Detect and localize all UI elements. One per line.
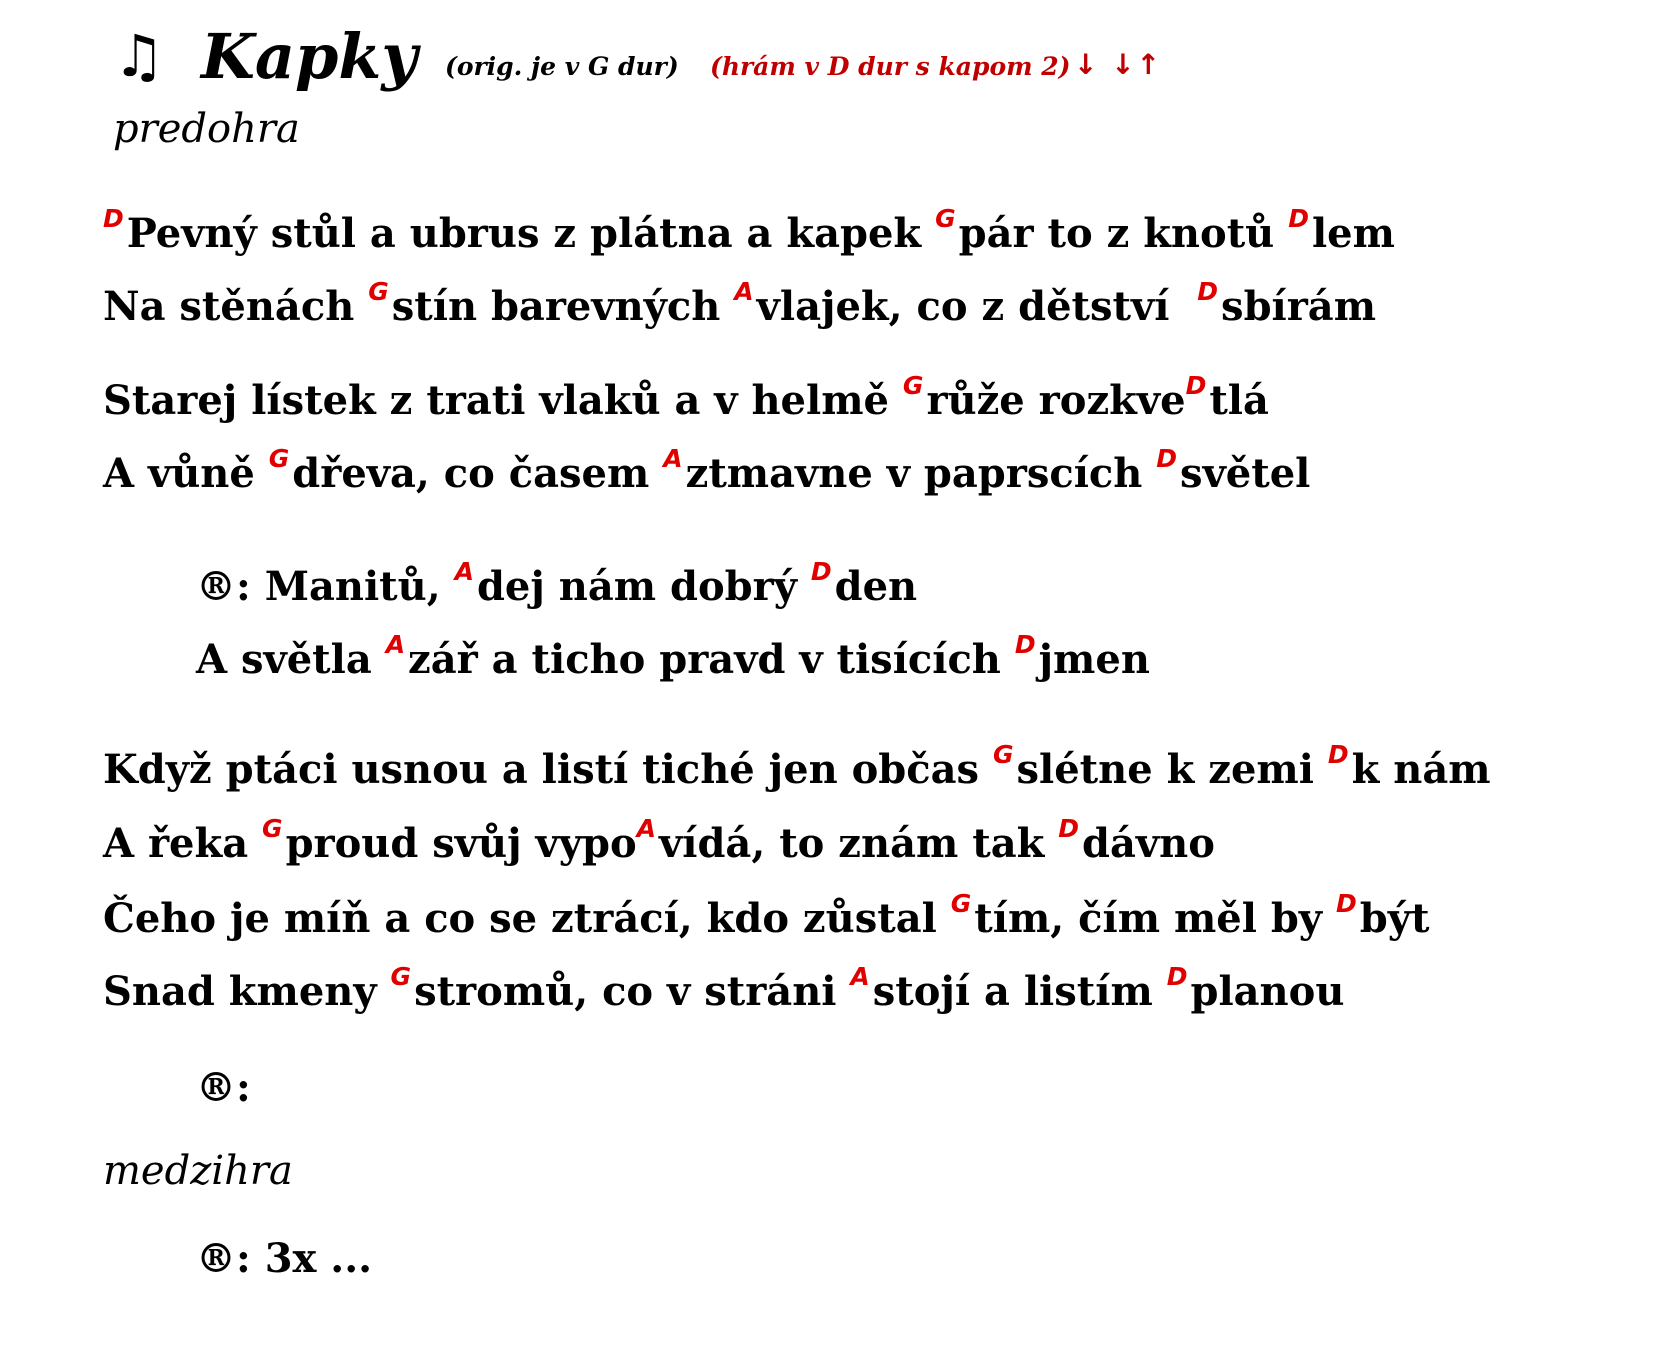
- chord-label: D: [1058, 814, 1080, 843]
- lyric-text: Snad kmeny: [103, 968, 391, 1015]
- transpose-down-button[interactable]: ↓: [1074, 48, 1100, 81]
- lyric-text: A vůně: [103, 450, 269, 497]
- chord-label: D: [1197, 277, 1219, 306]
- lyric-text: vlajek, co z dětství: [756, 283, 1198, 330]
- lyric-text: Na stěnách: [103, 283, 369, 330]
- lyric-text: k nám: [1351, 746, 1491, 793]
- lyric-text: tlá: [1209, 377, 1269, 424]
- lyric-text: Pevný stůl a ubrus z plátna a kapek: [126, 210, 936, 257]
- chord-label: G: [262, 814, 283, 843]
- section-label-medzihra: medzihra: [103, 1148, 293, 1194]
- chorus-final: ®: 3x ...: [196, 1235, 373, 1282]
- lyric-text: Starej lístek z trati vlaků a v helmě: [103, 377, 903, 424]
- song-header: [113, 20, 1613, 94]
- chord-label: G: [268, 444, 290, 473]
- lyric-text: stojí a listím: [872, 968, 1167, 1015]
- lyric-text: dřeva, co časem: [292, 450, 664, 497]
- chorus-reference: ®:: [196, 1064, 251, 1111]
- lyric-line: [103, 740, 1491, 799]
- lyric-line: [103, 277, 1377, 336]
- chord-label: D: [1156, 444, 1178, 473]
- chord-label: A: [734, 277, 754, 306]
- chord-label: G: [992, 740, 1014, 769]
- lyric-text: dávno: [1082, 820, 1215, 867]
- lyric-text: zář a ticho pravd v tisících: [408, 636, 1015, 683]
- chord-label: D: [810, 557, 832, 586]
- chord-label: G: [902, 371, 924, 400]
- chord-label: G: [368, 277, 389, 306]
- lyric-line: [103, 204, 1395, 263]
- capo-info: (hrám v D dur s kapom 2): [710, 52, 1071, 81]
- chord-label: G: [935, 204, 956, 233]
- song-title: Kapky: [201, 20, 418, 93]
- lyric-text: den: [834, 563, 918, 610]
- lyric-text: lem: [1311, 210, 1395, 257]
- chord-label: A: [663, 444, 683, 473]
- lyric-text: stromů, co v stráni: [414, 968, 851, 1015]
- lyric-text: být: [1359, 895, 1430, 942]
- chord-label: A: [385, 630, 406, 659]
- section-label-predohra: predohra: [113, 106, 300, 152]
- lyric-text: pár to z knotů: [958, 210, 1289, 257]
- transpose-controls: [1074, 48, 1162, 81]
- chord-label: A: [454, 557, 474, 586]
- chord-label: D: [1327, 740, 1349, 769]
- lyric-line: [103, 371, 1269, 430]
- lyric-text: ztmavne v paprscích: [685, 450, 1157, 497]
- lyric-text: planou: [1190, 968, 1345, 1015]
- chord-label: G: [390, 962, 412, 991]
- chord-label: G: [950, 889, 972, 918]
- lyric-text: jmen: [1038, 636, 1150, 683]
- original-key-note: (orig. je v G dur): [445, 52, 679, 81]
- lyric-text: dej nám dobrý: [476, 563, 811, 610]
- chord-label: A: [850, 962, 870, 991]
- lyric-text: světel: [1180, 450, 1311, 497]
- lyric-line: [103, 889, 1430, 948]
- chord-label: D: [1014, 630, 1036, 659]
- music-note-icon: ♫: [113, 22, 165, 90]
- lyric-text: ®: Manitů,: [196, 563, 455, 610]
- transpose-updown-button[interactable]: ↓↑: [1111, 48, 1163, 81]
- lyric-text: Čeho je míň a co se ztrácí, kdo zůstal: [103, 895, 951, 942]
- lyric-text: A řeka: [103, 820, 263, 867]
- lyric-line: [103, 814, 1215, 873]
- lyric-text: vídá, to znám tak: [659, 820, 1059, 867]
- chord-label: D: [1166, 962, 1188, 991]
- chord-label: D: [1335, 889, 1357, 918]
- lyric-text: tím, čím měl by: [974, 895, 1336, 942]
- lyric-text: proud svůj vypo: [285, 820, 637, 867]
- lyric-text: A světla: [196, 636, 386, 683]
- lyric-line: [196, 630, 1150, 689]
- lyric-text: slétne k zemi: [1016, 746, 1328, 793]
- lyric-line: [103, 962, 1345, 1021]
- lyric-text: růže rozkve: [926, 377, 1186, 424]
- lyric-line: [103, 444, 1311, 503]
- chord-label: D: [103, 204, 124, 233]
- lyric-text: sbírám: [1221, 283, 1377, 330]
- lyric-text: Když ptáci usnou a listí tiché jen občas: [103, 746, 993, 793]
- lyric-line: [196, 557, 918, 616]
- chord-label: A: [636, 814, 657, 843]
- chord-label: D: [1185, 371, 1207, 400]
- chord-label: D: [1288, 204, 1309, 233]
- lyric-text: stín barevných: [391, 283, 735, 330]
